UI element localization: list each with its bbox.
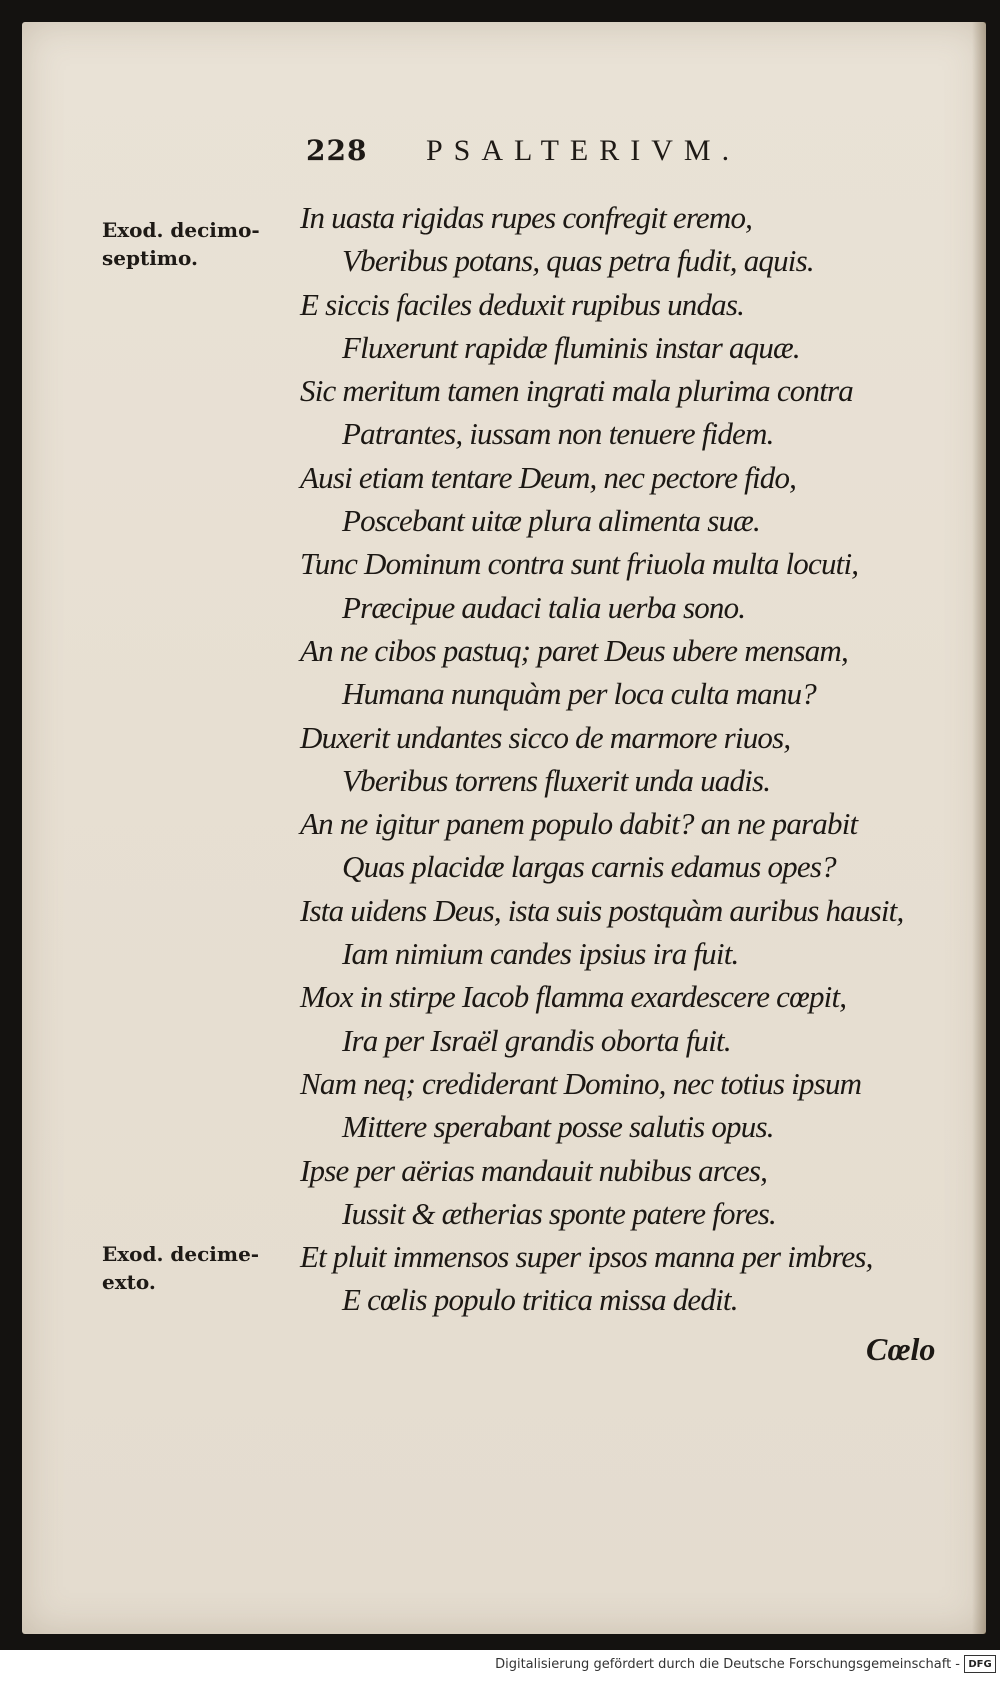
verse-line: Sic meritum tamen ingrati mala plurima contra bbox=[300, 373, 853, 409]
verse-line: Vberibus torrens fluxerit unda uadis. bbox=[342, 762, 771, 798]
verse-line: Tunc Dominum contra sunt friuola multa locuti, bbox=[300, 546, 859, 582]
verse-line: Poscebant uitæ plura alimenta suæ. bbox=[342, 503, 760, 539]
catchword: Cœlo bbox=[866, 1331, 936, 1367]
verse-line: Ista uidens Deus, ista suis postquàm auribus hausit, bbox=[300, 892, 904, 928]
verse-line: Ausi etiam tentare Deum, nec pectore fido, bbox=[300, 459, 797, 495]
dfg-logo: DFG bbox=[964, 1655, 996, 1673]
marginal-note-text: Exod. decime- exto. bbox=[102, 1242, 260, 1294]
verse-line: An ne igitur panem populo dabit? an ne parabit bbox=[300, 806, 858, 842]
marginal-note bbox=[102, 216, 302, 272]
verse-line: Duxerit undantes sicco de marmore riuos, bbox=[300, 719, 791, 755]
verse-line: In uasta rigidas rupes confregit eremo, bbox=[300, 200, 753, 235]
verse-line: E cœlis populo tritica missa dedit. bbox=[342, 1282, 738, 1318]
verse-line: Iam nimium candes ipsius ira fuit. bbox=[342, 936, 739, 972]
verse-line: Vberibus potans, quas petra fudit, aquis. bbox=[342, 243, 814, 279]
verse-line: E siccis faciles deduxit rupibus undas. bbox=[300, 286, 745, 322]
verse-line: Patrantes, iussam non tenuere fidem. bbox=[342, 416, 774, 452]
verse-line: Et pluit immensos super ipsos manna per imbres, bbox=[300, 1239, 873, 1275]
footer-credit: Digitalisierung gefördert durch die Deutsche Forschungsgemeinschaft - bbox=[495, 1657, 960, 1672]
verse-line: An ne cibos pastuq; paret Deus ubere mensam, bbox=[300, 632, 848, 668]
verse-line: Humana nunquàm per loca culta manu? bbox=[342, 676, 816, 712]
footer-bar bbox=[0, 1650, 1000, 1682]
verse-line: Iussit & ætherias sponte patere fores. bbox=[342, 1195, 777, 1231]
verse-block bbox=[300, 196, 970, 1322]
verse-line: Præcipue audaci talia uerba sono. bbox=[342, 589, 746, 625]
verse-line: Nam neq; crediderant Domino, nec totius ipsum bbox=[300, 1065, 862, 1101]
verse-line: Mittere sperabant posse salutis opus. bbox=[342, 1109, 774, 1145]
verse-line: Ipse per aërias mandauit nubibus arces, bbox=[300, 1152, 768, 1188]
running-title: PSALTERIVM. bbox=[426, 134, 741, 167]
page-number: 228 bbox=[306, 134, 368, 167]
marginal-note bbox=[102, 1240, 302, 1296]
running-head bbox=[306, 134, 846, 168]
verse-line: Fluxerunt rapidæ fluminis instar aquæ. bbox=[342, 329, 800, 365]
marginal-note-text: Exod. decimo- septimo. bbox=[102, 218, 260, 270]
page-edge-shadow bbox=[972, 22, 986, 1634]
verse-line: Quas placidæ largas carnis edamus opes? bbox=[342, 849, 836, 885]
verse-line: Mox in stirpe Iacob flamma exardescere cœpit, bbox=[300, 979, 847, 1015]
verse-line: Ira per Israël grandis oborta fuit. bbox=[342, 1022, 731, 1058]
